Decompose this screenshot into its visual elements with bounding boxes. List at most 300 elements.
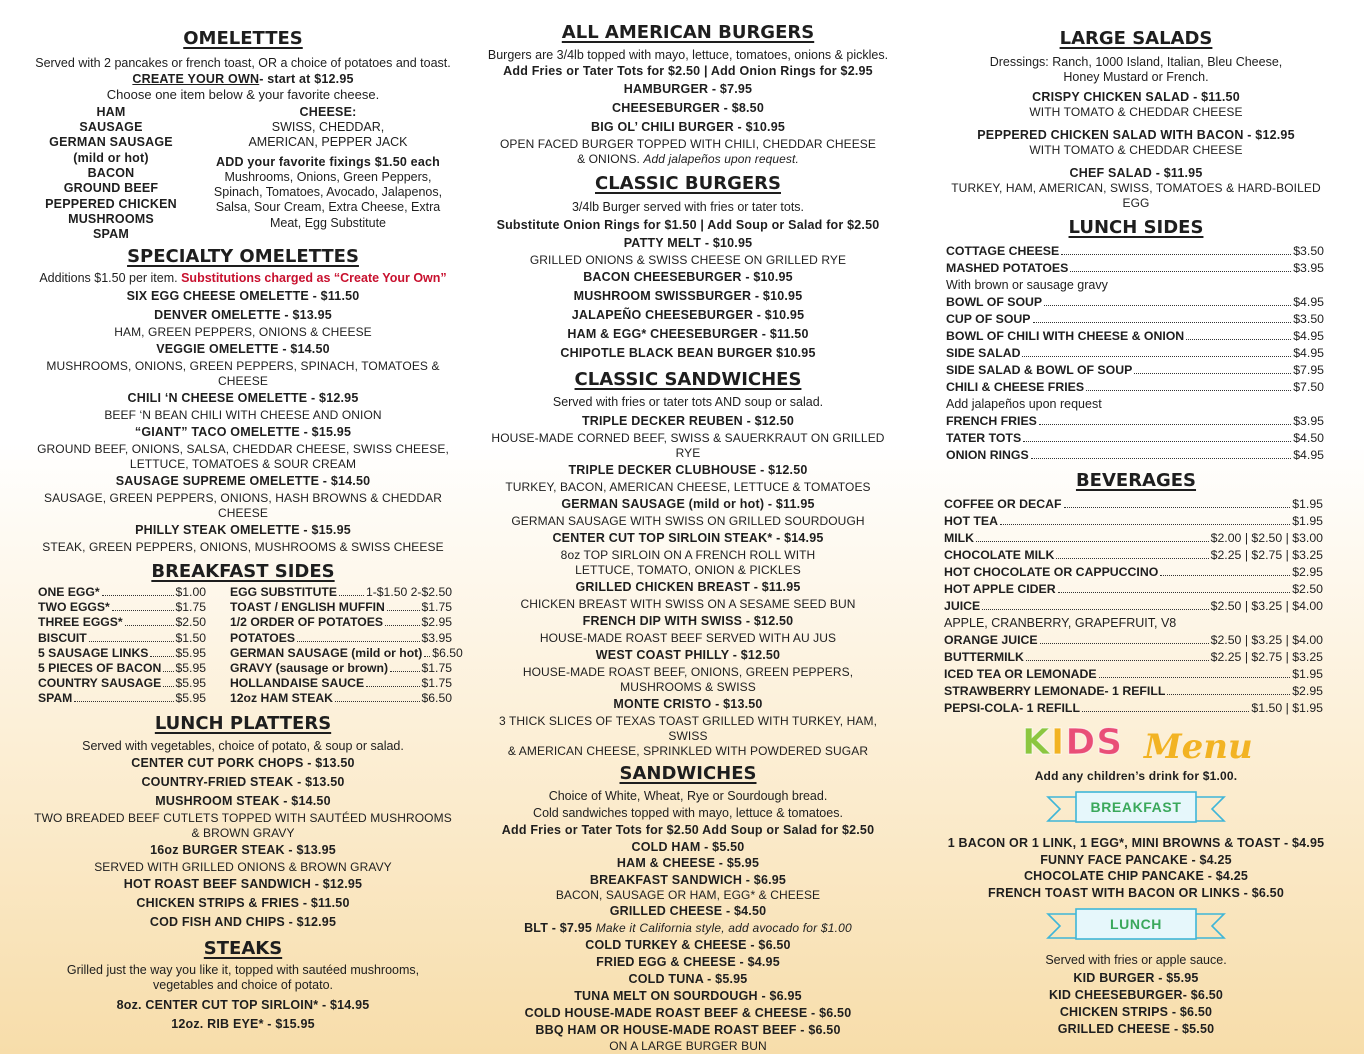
burger-desc-note: Add jalapeños upon request.	[643, 152, 799, 167]
menu-item: COLD HAM - $5.50	[631, 839, 745, 854]
item-price: $4.95	[1293, 294, 1324, 309]
menu-item-desc: TWO BREADED BEEF CUTLETS TOPPED WITH SAUTÉED MUSHROOMS	[34, 810, 452, 825]
item-name: ONION RINGS	[946, 447, 1029, 462]
item-price: $1.95	[1292, 496, 1323, 511]
lunch-sides-title: LUNCH SIDES	[1068, 216, 1204, 238]
steaks-title: STEAKS	[203, 937, 283, 959]
burger-item: BIG OL’ CHILI BURGER - $10.95	[590, 120, 786, 135]
column-middle	[478, 0, 898, 1054]
item-name: COTTAGE CHEESE	[946, 243, 1060, 258]
kids-letter: D	[1065, 721, 1097, 763]
item-name: STRAWBERRY LEMONADE- 1 REFILL	[944, 683, 1166, 698]
meat-option: PEPPERED CHICKEN	[45, 196, 177, 211]
menu-item: JALAPEÑO CHEESEBURGER - $10.95	[571, 307, 805, 322]
menu-item: HAM & EGG* CHEESEBURGER - $11.50	[567, 326, 809, 341]
dressings-line: Honey Mustard or French.	[1063, 70, 1209, 85]
item-name: ICED TEA OR LEMONADE	[944, 666, 1097, 681]
menu-item-desc: GERMAN SAUSAGE WITH SWISS ON GRILLED SOURDOUGH	[511, 514, 865, 529]
meat-option: BACON	[87, 166, 135, 180]
kids-lunch-list	[938, 970, 1334, 1038]
item-name: 5 SAUSAGE LINKS	[38, 645, 149, 660]
meat-option: (mild or hot)	[73, 150, 149, 165]
breakfast-side-row	[38, 676, 206, 691]
burger-desc: OPEN FACED BURGER TOPPED WITH CHILI, CHEDDAR CHEESE	[499, 137, 877, 152]
menu-item-desc: & AMERICAN CHEESE, SPRINKLED WITH POWDERED SUGAR	[507, 744, 869, 759]
dot-leader	[1070, 271, 1291, 272]
meat-option: MUSHROOMS	[68, 211, 154, 226]
burger-item: HAMBURGER - $7.95	[623, 82, 753, 97]
blt-item: BLT - $7.95	[524, 920, 596, 935]
menu-item: MUSHROOM SWISSBURGER - $10.95	[573, 288, 803, 303]
lunch-side-row	[946, 243, 1324, 260]
specialty-omelette-desc: LETTUCE, TOMATOES & SOUR CREAM	[129, 456, 357, 471]
dot-leader	[1022, 356, 1291, 357]
specialty-omelette-name: “GIANT” TACO OMELETTE - $15.95	[134, 424, 352, 439]
menu-item: MONTE CRISTO - $13.50	[613, 697, 763, 712]
beverages-title: BEVERAGES	[1075, 469, 1197, 491]
lunch-sides-list	[938, 243, 1334, 464]
kids-lunch-item: KID CHEESEBURGER- $6.50	[1048, 988, 1224, 1002]
fixings-line: Spinach, Tomatoes, Avocado, Jalapenos,	[213, 185, 443, 200]
menu-item-desc: GRILLED ONIONS & SWISS CHEESE ON GRILLED RYE	[529, 252, 847, 267]
specialty-omelette-desc: GROUND BEEF, ONIONS, SALSA, CHEDDAR CHEESE, SWISS CHEESE,	[37, 441, 449, 456]
beverage-row	[944, 666, 1323, 683]
item-price: $3.95	[1293, 260, 1324, 275]
cheese-line: AMERICAN, PEPPER JACK	[248, 135, 408, 150]
beverage-row	[944, 496, 1323, 513]
item-name: BUTTERMILK	[944, 649, 1024, 664]
item-name: SPAM	[38, 691, 73, 706]
item-price: $5.95	[175, 660, 206, 675]
kids-menu-logo	[938, 723, 1334, 767]
menu-item: COLD TURKEY & CHEESE - $6.50	[585, 937, 791, 952]
item-name: HOT TEA	[944, 513, 998, 528]
create-own-label: CREATE YOUR OWN	[132, 72, 260, 87]
menu-item: COUNTRY-FRIED STEAK - $13.50	[141, 774, 345, 789]
burger-desc: & ONIONS.	[577, 152, 644, 167]
breakfast-side-row	[230, 631, 452, 646]
beverage-row	[944, 513, 1323, 530]
specialty-omelette-desc: MUSHROOMS, ONIONS, GREEN PEPPERS, SPINACH, TOMATOES & CHEESE	[46, 358, 440, 388]
dot-leader	[74, 701, 173, 702]
beverage-row	[944, 700, 1323, 717]
lunch-side-row	[946, 413, 1324, 430]
item-price: $4.95	[1293, 328, 1324, 343]
item-price: $3.50	[1293, 243, 1324, 258]
specialty-omelette-name: SAUSAGE SUPREME OMELETTE - $14.50	[115, 473, 371, 488]
column-right	[938, 0, 1334, 1054]
item-price: $2.00 | $2.50 | $3.00	[1210, 530, 1323, 545]
dot-leader	[1044, 305, 1291, 306]
menu-item: COD FISH AND CHIPS - $12.95	[149, 914, 337, 929]
dot-leader	[1064, 507, 1291, 508]
salad-item: CHEF SALAD - $11.95	[1069, 165, 1203, 180]
item-name: BOWL OF SOUP	[946, 294, 1043, 309]
lunch-side-row	[946, 311, 1324, 328]
kids-breakfast-label: BREAKFAST	[1090, 798, 1182, 815]
item-name: BISCUIT	[38, 630, 87, 645]
lunch-side-row	[946, 294, 1324, 311]
dot-leader	[982, 609, 1208, 610]
item-name: HOLLANDAISE SAUCE	[230, 676, 365, 691]
item-price: $5.95	[175, 645, 206, 660]
specialty-omelette-name: DENVER OMELETTE - $13.95	[154, 307, 332, 322]
dot-leader	[1160, 575, 1290, 576]
breakfast-side-row	[38, 631, 206, 646]
lunch-side-row	[946, 345, 1324, 362]
dot-leader	[1026, 660, 1209, 661]
item-name: 1/2 ORDER OF POTATOES	[230, 615, 384, 630]
omelettes-choose: Choose one item below & your favorite cheese.	[106, 87, 380, 103]
lunch-side-row	[946, 328, 1324, 345]
column-left	[26, 0, 463, 1054]
classic-burgers-title: CLASSIC BURGERS	[595, 173, 781, 195]
dot-leader	[297, 641, 419, 642]
lunch-side-row	[946, 379, 1324, 396]
item-name: TWO EGGS*	[38, 600, 110, 615]
classic-burgers-list	[478, 234, 898, 363]
fixings-line: Mushrooms, Onions, Green Peppers,	[224, 169, 432, 184]
item-name: GERMAN SAUSAGE (mild or hot)	[230, 645, 423, 660]
item-name: 5 PIECES OF BACON	[38, 660, 162, 675]
item-price: $4.50	[1293, 430, 1324, 445]
kids-lunch-item: GRILLED CHEESE - $5.50	[1057, 1022, 1215, 1036]
menu-item: HOT ROAST BEEF SANDWICH - $12.95	[123, 876, 363, 891]
menu-item: TRIPLE DECKER CLUBHOUSE - $12.50	[568, 463, 808, 478]
menu-item-desc: ON A LARGE BURGER BUN	[609, 1038, 767, 1053]
item-name: GRAVY (sausage or brown)	[230, 660, 389, 675]
item-name: COUNTRY SAUSAGE	[38, 676, 162, 691]
beverages-list	[938, 496, 1334, 717]
dot-leader	[385, 625, 419, 626]
item-name: THREE EGGS*	[38, 615, 123, 630]
breakfast-side-row	[38, 646, 206, 661]
item-name: POTATOES	[230, 630, 296, 645]
sandwiches-intro: Cold sandwiches topped with mayo, lettuce & tomatoes.	[533, 805, 843, 820]
menu-item: BBQ HAM OR HOUSE-MADE ROAST BEEF - $6.50	[535, 1022, 841, 1037]
omelettes-title: OMELETTES	[183, 28, 303, 49]
menu-item-desc: SERVED WITH GRILLED ONIONS & BROWN GRAVY	[94, 859, 392, 874]
menu-item-desc: 8oz TOP SIRLOIN ON A FRENCH ROLL WITH	[560, 548, 816, 563]
kids-word	[1022, 723, 1123, 763]
specialty-omelette-desc: STEAK, GREEN PEPPERS, ONIONS, MUSHROOMS & SWISS CHEESE	[42, 539, 444, 554]
menu-item: PATTY MELT - $10.95	[623, 235, 753, 250]
item-price: $2.25 | $2.75 | $3.25	[1210, 649, 1323, 664]
item-name: CUP OF SOUP	[946, 311, 1031, 326]
item-name: CHOCOLATE MILK	[944, 547, 1055, 562]
item-price: $2.95	[421, 615, 452, 630]
meat-list	[26, 105, 196, 243]
item-price: $2.50 | $3.25 | $4.00	[1210, 632, 1323, 647]
beverage-row	[944, 581, 1323, 598]
lunch-side-row	[946, 430, 1324, 447]
salad-desc: WITH TOMATO & CHEDDAR CHEESE	[1029, 104, 1243, 119]
steak-item: 12oz. RIB EYE* - $15.95	[171, 1016, 315, 1031]
menu-item: GRILLED CHEESE - $4.50	[609, 904, 767, 919]
item-price: $2.50	[175, 615, 206, 630]
menu-item-desc: 3 THICK SLICES OF TEXAS TOAST GRILLED WITH TURKEY, HAM, SWISS	[498, 714, 878, 744]
dot-leader	[150, 656, 173, 657]
dressings-line: Dressings: Ranch, 1000 Island, Italian, Bleu Cheese,	[989, 55, 1283, 69]
breakfast-side-row	[230, 661, 452, 676]
specialty-omelettes-title: SPECIALTY OMELETTES	[127, 246, 359, 268]
cheese-title: CHEESE:	[299, 104, 357, 119]
breakfast-side-row	[38, 661, 206, 676]
item-price: $1.75	[421, 676, 452, 691]
item-name: TOAST / ENGLISH MUFFIN	[230, 600, 385, 615]
item-price: $3.95	[421, 630, 452, 645]
dot-leader	[89, 641, 174, 642]
specialty-omelette-name: CHILI ‘N CHEESE OMELETTE - $12.95	[127, 390, 359, 405]
menu-item: GRILLED CHICKEN BREAST - $11.95	[575, 580, 801, 595]
item-name: SIDE SALAD & BOWL OF SOUP	[946, 362, 1133, 377]
breakfast-side-row	[230, 645, 463, 661]
menu-item: TUNA MELT ON SOURDOUGH - $6.95	[574, 988, 802, 1003]
dot-leader	[112, 610, 174, 611]
item-price: $1.95	[1292, 513, 1323, 528]
specialty-additions: Additions $1.50 per item.	[39, 271, 182, 286]
menu-item: CENTER CUT TOP SIRLOIN STEAK* - $14.95	[552, 531, 824, 546]
list-note: APPLE, CRANBERRY, GRAPEFRUIT, V8	[944, 615, 1177, 630]
item-price: $7.95	[1293, 362, 1324, 377]
dot-leader	[366, 686, 419, 687]
dot-leader	[1031, 458, 1292, 459]
item-price: $1.00	[175, 584, 206, 599]
burgers-addons: Add Fries or Tater Tots for $2.50 | Add Onion Rings for $2.95	[503, 64, 873, 79]
menu-item: CHICKEN STRIPS & FRIES - $11.50	[136, 895, 350, 910]
list-note: With brown or sausage gravy	[946, 277, 1108, 292]
item-price: $4.95	[1293, 447, 1324, 462]
specialty-omelette-desc: BEEF ‘N BEAN CHILI WITH CHEESE AND ONION	[104, 407, 382, 422]
item-price: $3.95	[1293, 413, 1324, 428]
menu-item: WEST COAST PHILLY - $12.50	[595, 648, 781, 663]
classic-sandwiches-list	[478, 412, 898, 759]
classic-burgers-sub: Substitute Onion Rings for $1.50 | Add Soup or Salad for $2.50	[496, 217, 880, 232]
menu-item-desc: HOUSE-MADE ROAST BEEF SERVED WITH AU JUS	[539, 631, 837, 646]
item-price: $6.50	[432, 645, 463, 660]
item-price: $2.50	[1292, 581, 1323, 596]
sandwiches-addons: Add Fries or Tater Tots for $2.50 Add Soup or Salad for $2.50	[501, 822, 875, 837]
dot-leader	[1023, 441, 1291, 442]
breakfast-side-row	[38, 600, 206, 615]
dot-leader	[1186, 339, 1291, 340]
fixings-line: Salsa, Sour Cream, Extra Cheese, Extra	[215, 200, 441, 215]
item-name: HOT APPLE CIDER	[944, 581, 1056, 596]
dot-leader	[1082, 711, 1249, 712]
item-name: SIDE SALAD	[946, 345, 1021, 360]
dot-leader	[125, 625, 174, 626]
dot-leader	[424, 656, 430, 657]
cheese-line: SWISS, CHEDDAR,	[271, 119, 385, 134]
breakfast-side-row	[230, 691, 452, 706]
item-name: ONE EGG*	[38, 584, 100, 599]
dot-leader	[1099, 677, 1291, 678]
beverage-row	[944, 649, 1323, 666]
item-price: $1.95	[1292, 666, 1323, 681]
item-name: MASHED POTATOES	[946, 260, 1069, 275]
list-note: Add jalapeños upon request	[946, 396, 1102, 411]
dot-leader	[1040, 643, 1209, 644]
menu-item: FRIED EGG & CHEESE - $4.95	[596, 954, 780, 969]
specialty-omelette-name: SIX EGG CHEESE OMELETTE - $11.50	[126, 288, 360, 303]
breakfast-side-row	[38, 691, 206, 706]
kids-breakfast-ribbon	[1046, 789, 1226, 829]
menu-item: CENTER CUT PORK CHOPS - $13.50	[131, 755, 355, 770]
dot-leader	[163, 686, 173, 687]
item-price: $5.95	[175, 691, 206, 706]
kids-breakfast-item: CHOCOLATE CHIP PANCAKE - $4.25	[1023, 869, 1249, 884]
breakfast-sides-title: BREAKFAST SIDES	[151, 560, 335, 582]
beverage-row	[944, 683, 1323, 700]
lunch-side-row	[946, 447, 1324, 464]
kids-letter: S	[1096, 721, 1124, 763]
salad-item: CRISPY CHICKEN SALAD - $11.50	[1032, 89, 1240, 104]
omelettes-intro: Served with 2 pancakes or french toast, OR a choice of potatoes and toast.	[35, 56, 451, 70]
item-price: $2.25 | $2.75 | $3.25	[1210, 547, 1323, 562]
item-price: $1.50 | $1.95	[1251, 700, 1323, 715]
classic-burgers-intro: 3/4lb Burger served with fries or tater tots.	[571, 200, 805, 215]
salad-item: PEPPERED CHICKEN SALAD WITH BACON - $12.95	[977, 127, 1295, 142]
specialty-substitutions: Substitutions charged as “Create Your Own”	[181, 271, 447, 286]
salad-desc: WITH TOMATO & CHEDDAR CHEESE	[1029, 142, 1243, 157]
beverage-row	[944, 547, 1323, 564]
menu-item: CHIPOTLE BLACK BEAN BURGER $10.95	[560, 345, 816, 360]
menu-item-desc: MUSHROOMS & SWISS	[620, 680, 756, 695]
item-name: MILK	[944, 530, 975, 545]
omelette-options	[26, 105, 460, 243]
classic-sandwiches-title: CLASSIC SANDWICHES	[574, 368, 802, 390]
large-salads-title: LARGE SALADS	[1059, 28, 1213, 49]
item-price: 1-$1.50 2-$2.50	[365, 584, 452, 599]
lunch-side-row	[946, 260, 1324, 277]
breakfast-side-row	[230, 600, 452, 615]
steaks-intro: Grilled just the way you like it, topped with sautéed mushrooms,	[66, 962, 420, 977]
menu-item-desc: HOUSE-MADE CORNED BEEF, SWISS & SAUERKRAUT ON GRILLED RYE	[491, 431, 885, 461]
dot-leader	[335, 701, 420, 702]
dot-leader	[387, 610, 420, 611]
specialty-omelette-name: VEGGIE OMELETTE - $14.50	[156, 341, 330, 356]
steak-item: 8oz. CENTER CUT TOP SIRLOIN* - $14.95	[116, 997, 370, 1012]
kids-lunch-note: Served with fries or apple sauce.	[1045, 953, 1227, 967]
item-name: PEPSI-COLA- 1 REFILL	[944, 700, 1080, 715]
specialty-omelette-desc: HAM, GREEN PEPPERS, ONIONS & CHEESE	[114, 324, 372, 339]
dot-leader	[1056, 558, 1208, 559]
item-price: $3.50	[1293, 311, 1324, 326]
breakfast-side-row	[230, 615, 452, 630]
menu-item: COLD TUNA - $5.95	[628, 971, 748, 986]
menu-item-desc: CHICKEN BREAST WITH SWISS ON A SESAME SEED BUN	[520, 597, 856, 612]
meat-option: SAUSAGE	[79, 120, 143, 135]
menu-item: COLD HOUSE-MADE ROAST BEEF & CHEESE - $6.50	[524, 1005, 852, 1020]
dot-leader	[1000, 524, 1290, 525]
dot-leader	[1033, 322, 1292, 323]
dot-leader	[390, 671, 419, 672]
kids-breakfast-item: FRENCH TOAST WITH BACON OR LINKS - $6.50	[988, 886, 1284, 901]
menu-item-desc: TURKEY, BACON, AMERICAN CHEESE, LETTUCE & TOMATOES	[505, 480, 871, 495]
lunch-platters-title: LUNCH PLATTERS	[154, 712, 332, 734]
lunch-side-row	[946, 362, 1324, 379]
breakfast-side-row	[38, 615, 206, 630]
cheese-and-fixings	[196, 105, 460, 243]
burger-item: CHEESEBURGER - $8.50	[612, 101, 764, 116]
item-name: COFFEE OR DECAF	[944, 496, 1062, 511]
kids-breakfast-item: 1 BACON OR 1 LINK, 1 EGG*, MINI BROWNS & TOAST - $4.95	[947, 835, 1325, 850]
kids-lunch-ribbon	[1046, 906, 1226, 946]
sandwiches-list	[478, 839, 898, 920]
sandwiches-title: SANDWICHES	[619, 763, 757, 785]
salad-desc: TURKEY, HAM, AMERICAN, SWISS, TOMATOES & HARD-BOILED EGG	[951, 180, 1321, 210]
classic-sandwiches-intro: Served with fries or tater tots AND soup or salad.	[552, 394, 824, 409]
item-price: $4.95	[1293, 345, 1324, 360]
specialty-omelette-list	[26, 287, 460, 555]
kids-lunch-item: KID BURGER - $5.95	[1073, 971, 1199, 985]
kids-lunch-item: CHICKEN STRIPS - $6.50	[1059, 1005, 1213, 1019]
breakfast-sides-right	[230, 584, 463, 707]
item-name: JUICE	[944, 598, 981, 613]
item-name: BOWL OF CHILI WITH CHEESE & ONION	[946, 328, 1185, 343]
item-name: EGG SUBSTITUTE	[230, 584, 337, 599]
menu-item: 16oz BURGER STEAK - $13.95	[150, 842, 336, 857]
item-price: $7.50	[1293, 379, 1324, 394]
burgers-intro: Burgers are 3/4lb topped with mayo, lettuce, tomatoes, onions & pickles.	[487, 48, 889, 62]
breakfast-sides-table	[26, 584, 463, 707]
menu-item: GERMAN SAUSAGE (mild or hot) - $11.95	[561, 497, 815, 512]
item-price: $1.75	[421, 660, 452, 675]
all-american-burgers-title: ALL AMERICAN BURGERS	[561, 22, 815, 43]
item-price: $2.95	[1292, 564, 1323, 579]
meat-option: SPAM	[93, 227, 129, 242]
lunch-platters-intro: Served with vegetables, choice of potato, & soup or salad.	[82, 738, 404, 753]
kids-breakfast-item: FUNNY FACE PANCAKE - $4.25	[1040, 852, 1232, 867]
sandwiches-list	[478, 937, 898, 1054]
dot-leader	[163, 671, 173, 672]
dot-leader	[1058, 592, 1291, 593]
kids-letter: K	[1022, 721, 1051, 763]
create-own-price: - start at $12.95	[259, 72, 354, 87]
breakfast-sides-left	[38, 585, 206, 707]
menu-item-desc: & BROWN GRAVY	[191, 825, 295, 840]
breakfast-side-row	[38, 585, 206, 600]
kids-breakfast-list	[938, 835, 1334, 902]
kids-menu-word: Menu	[1144, 726, 1253, 767]
menu-item: FRENCH DIP WITH SWISS - $12.50	[582, 614, 794, 629]
add-fixings-title: ADD your favorite fixings $1.50 each	[216, 154, 440, 169]
item-name: 12oz HAM STEAK	[230, 691, 333, 706]
menu-item: HAM & CHEESE - $5.95	[616, 856, 760, 871]
beverage-row	[944, 530, 1323, 547]
dot-leader	[339, 595, 364, 596]
item-price: $1.75	[421, 600, 452, 615]
menu-item-desc: LETTUCE, TOMATO, ONION & PICKLES	[575, 563, 801, 578]
kids-letter: I	[1050, 721, 1066, 763]
dot-leader	[1167, 694, 1290, 695]
steaks-intro: vegetables and choice of potato.	[153, 978, 333, 993]
menu-item-desc: BACON, SAUSAGE OR HAM, EGG* & CHEESE	[555, 888, 821, 903]
sandwiches-intro: Choice of White, Wheat, Rye or Sourdough bread.	[548, 789, 828, 804]
item-price: $2.50 | $3.25 | $4.00	[1210, 598, 1323, 613]
dot-leader	[1086, 390, 1291, 391]
lunch-platters-list	[26, 754, 460, 932]
item-price: $2.95	[1292, 683, 1323, 698]
item-price: $1.50	[175, 630, 206, 645]
menu-item: BREAKFAST SANDWICH - $6.95	[589, 872, 787, 887]
beverage-row	[944, 564, 1323, 581]
item-name: HOT CHOCOLATE OR CAPPUCCINO	[944, 564, 1159, 579]
meat-option: HAM	[96, 104, 126, 119]
item-name: TATER TOTS	[946, 430, 1022, 445]
blt-note: Make it California style, add avocado for $1.00	[595, 920, 852, 935]
item-price: $6.50	[421, 691, 452, 706]
